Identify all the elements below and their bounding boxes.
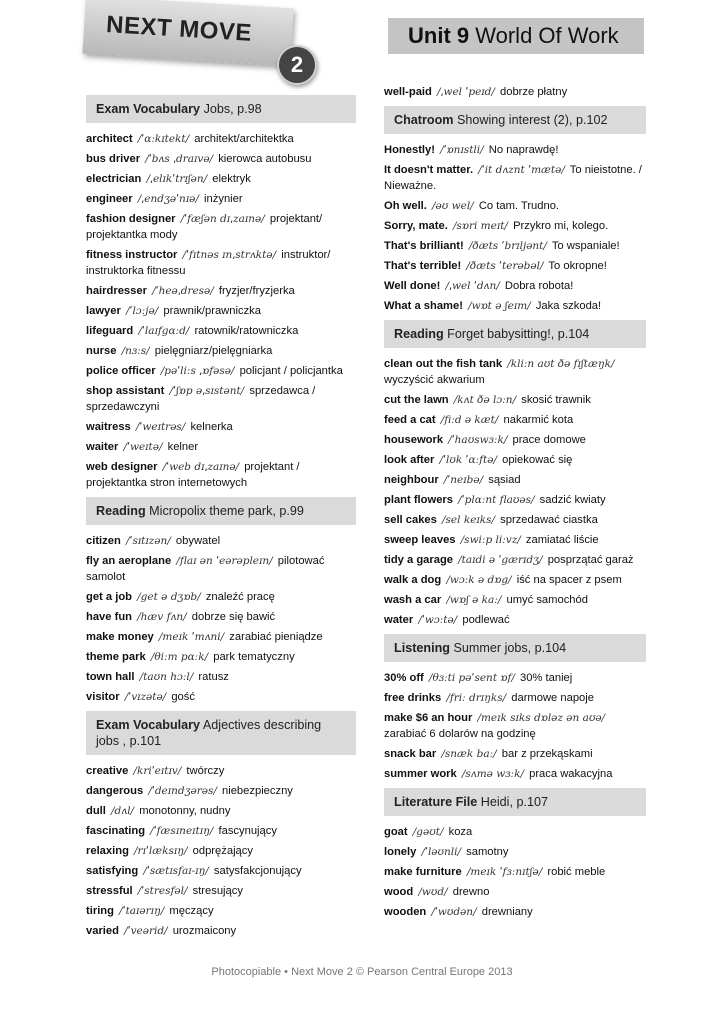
vocab-phonetic: /θɜːti pəˈsent ɒf/ — [428, 672, 515, 684]
section-header — [384, 320, 646, 348]
vocab-phonetic: /meɪk ˈmʌni/ — [158, 631, 225, 643]
section-header — [384, 788, 646, 816]
vocab-phonetic: /ˈwʊdən/ — [431, 906, 477, 918]
vocab-entry — [384, 690, 646, 706]
vocab-phonetic: /ˈʃɒp əˌsɪstənt/ — [169, 385, 245, 397]
vocab-word: make money — [86, 631, 154, 643]
vocab-translation: dobrze się bawić — [191, 611, 276, 623]
vocab-translation: Co tam. Trudno. — [478, 200, 560, 212]
vocab-translation: No naprawdę! — [488, 144, 559, 156]
vocab-word: tidy a garage — [384, 554, 454, 566]
vocab-entry — [86, 171, 356, 187]
vocab-entry — [86, 883, 356, 899]
section-title: Literature File — [394, 795, 478, 809]
vocab-entry — [86, 211, 356, 243]
vocab-word: look after — [384, 454, 435, 466]
vocab-translation: obywatel — [175, 535, 221, 547]
vocab-entry — [384, 218, 646, 234]
vocab-word: varied — [86, 925, 119, 937]
vocab-translation: odprężający — [192, 845, 253, 857]
vocab-entry — [384, 432, 646, 448]
vocab-entry — [86, 843, 356, 859]
vocab-word: citizen — [86, 535, 121, 547]
vocab-translation: znaleźć pracę — [205, 591, 275, 603]
vocab-translation: samotny — [466, 846, 509, 858]
left-column — [86, 89, 356, 943]
vocab-word: fascinating — [86, 825, 146, 837]
section-title: Reading — [96, 504, 146, 518]
vocab-phonetic: /ˈit dʌznt ˈmætə/ — [478, 164, 565, 176]
vocab-translation: sprzedawca / sprzedawczyni — [86, 385, 316, 413]
section-header — [384, 106, 646, 134]
vocab-translation: To okropne! — [548, 260, 607, 272]
vocab-entry — [86, 247, 356, 279]
vocab-entry — [86, 191, 356, 207]
vocab-word: plant flowers — [384, 494, 453, 506]
section-title: Exam Vocabulary — [96, 718, 201, 732]
vocab-entry — [86, 459, 356, 491]
vocab-phonetic: /θiːm pɑːk/ — [150, 651, 209, 663]
vocab-phonetic: /ˈɒnɪstli/ — [440, 144, 484, 156]
vocab-entry — [86, 923, 356, 939]
vocab-word: It doesn't matter. — [384, 164, 474, 176]
vocab-phonetic: /meɪk ˈfɜːnɪtʃə/ — [466, 866, 543, 878]
vocab-phonetic: /wɒt ə ʃeɪm/ — [468, 300, 531, 312]
vocab-entry — [86, 323, 356, 339]
vocab-word: That's brilliant! — [384, 240, 464, 252]
vocab-word: lonely — [384, 846, 417, 858]
vocab-word: cut the lawn — [384, 394, 449, 406]
vocab-phonetic: /wɒʃ ə kaː/ — [446, 594, 502, 606]
vocab-word: sell cakes — [384, 514, 437, 526]
vocab-entry — [86, 803, 356, 819]
vocab-phonetic: /ˈhaʊswɜːk/ — [448, 434, 508, 446]
vocab-phonetic: /ˈwɔːtə/ — [418, 614, 458, 626]
vocab-entry — [384, 452, 646, 468]
section-header — [86, 711, 356, 755]
vocab-entry — [384, 142, 646, 158]
vocab-phonetic: /ˈfæʃən dɪˌzaɪnə/ — [180, 213, 265, 225]
vocab-word: walk a dog — [384, 574, 442, 586]
vocab-translation: drewniany — [481, 906, 533, 918]
vocab-word: feed a cat — [384, 414, 436, 426]
vocab-phonetic: /ˈbʌs ˌdraɪvə/ — [145, 153, 214, 165]
section-subtitle: Showing interest (2), p.102 — [453, 113, 608, 127]
next-move-logo — [82, 0, 293, 66]
vocab-word: summer work — [384, 768, 457, 780]
level-badge: 2 — [277, 45, 317, 85]
vocab-phonetic: /ˈweb dɪˌzaɪnə/ — [162, 461, 240, 473]
vocab-phonetic: /pəˈliːs ˌɒfəsə/ — [160, 365, 235, 377]
vocab-phonetic: /hæv fʌn/ — [137, 611, 187, 623]
vocab-word: Oh well. — [384, 200, 427, 212]
section-header — [384, 634, 646, 662]
vocab-translation: gość — [171, 691, 195, 703]
vocab-entry — [384, 844, 646, 860]
vocab-phonetic: /kliːn aʊt ðə fɪʃtæŋk/ — [507, 358, 615, 370]
vocab-phonetic: /ˈplɑːnt flaʊəs/ — [458, 494, 535, 506]
vocab-entry — [86, 303, 356, 319]
vocab-entry — [86, 343, 356, 359]
vocab-entry — [86, 649, 356, 665]
vocab-phonetic: /meɪk sɪks dɒləz ən aʊə/ — [477, 712, 606, 724]
unit-title — [388, 18, 644, 54]
vocab-entry — [384, 278, 646, 294]
vocab-word: tiring — [86, 905, 114, 917]
vocab-word: shop assistant — [86, 385, 165, 397]
vocab-entry — [86, 131, 356, 147]
vocab-translation: twórczy — [186, 765, 225, 777]
vocab-translation: męczący — [169, 905, 214, 917]
vocab-entry — [384, 864, 646, 880]
vocab-translation: drewno — [452, 886, 490, 898]
vocab-entry — [384, 824, 646, 840]
vocab-translation: elektryk — [212, 173, 251, 185]
vocab-translation: zamiatać liście — [525, 534, 599, 546]
vocab-entry — [384, 258, 646, 274]
vocab-translation: policjant / policjantka — [239, 365, 343, 377]
vocab-translation: zarabiać 6 dolarów na godzinę — [384, 728, 536, 740]
section-header — [86, 497, 356, 525]
vocab-word: What a shame! — [384, 300, 463, 312]
vocab-entry — [384, 412, 646, 428]
vocab-phonetic: /friː drɪŋks/ — [446, 692, 507, 704]
vocab-translation: sąsiad — [488, 474, 521, 486]
vocab-word: dull — [86, 805, 106, 817]
vocab-phonetic: /kriˈeɪtɪv/ — [133, 765, 182, 777]
vocab-entry — [384, 710, 646, 742]
vocab-entry — [86, 533, 356, 549]
vocab-word: architect — [86, 133, 133, 145]
vocab-translation: monotonny, nudny — [139, 805, 231, 817]
vocab-translation: satysfakcjonujący — [213, 865, 302, 877]
logo-text: NEXT MOVE — [105, 11, 253, 47]
unit-number: Unit 9 — [408, 23, 470, 48]
vocab-entry — [384, 162, 646, 194]
vocab-word: fitness instructor — [86, 249, 178, 261]
vocab-word: creative — [86, 765, 129, 777]
vocab-phonetic: /kʌt ðə lɔːn/ — [453, 394, 517, 406]
vocab-word: hairdresser — [86, 285, 147, 297]
vocab-translation: fryzjer/fryzjerka — [218, 285, 295, 297]
vocab-translation: podlewać — [462, 614, 510, 626]
vocab-entry — [86, 903, 356, 919]
vocab-phonetic: /ˌelɪkˈtrɪʃən/ — [146, 173, 208, 185]
right-column — [384, 84, 646, 924]
vocab-translation: darmowe napoje — [511, 692, 594, 704]
vocab-phonetic: /ˈləʊnli/ — [421, 846, 462, 858]
vocab-word: wood — [384, 886, 414, 898]
vocab-entry — [86, 151, 356, 167]
vocab-word: make $6 an hour — [384, 712, 473, 724]
vocab-translation: Jaka szkoda! — [535, 300, 602, 312]
vocab-translation: koza — [448, 826, 473, 838]
vocab-translation: kierowca autobusu — [218, 153, 312, 165]
vocab-translation: opiekować się — [502, 454, 573, 466]
vocab-word: engineer — [86, 193, 133, 205]
vocab-translation: architekt/architektka — [194, 133, 294, 145]
vocab-translation: ratusz — [198, 671, 229, 683]
vocab-entry — [86, 763, 356, 779]
vocab-word: fashion designer — [86, 213, 176, 225]
vocab-word: waitress — [86, 421, 131, 433]
vocab-entry — [384, 904, 646, 920]
vocab-entry — [384, 512, 646, 528]
vocab-phonetic: /gəʊt/ — [412, 826, 444, 838]
vocab-phonetic: /əʊ wel/ — [432, 200, 474, 212]
vocab-phonetic: /sʌmə wɜːk/ — [461, 768, 524, 780]
vocab-entry — [384, 746, 646, 762]
vocab-phonetic: /ˈsætɪsfaɪ-ɪŋ/ — [143, 865, 209, 877]
vocab-word: lawyer — [86, 305, 121, 317]
vocab-entry — [86, 363, 356, 379]
vocab-entry — [86, 823, 356, 839]
vocab-phonetic: /wɔːk ə dɒg/ — [446, 574, 512, 586]
vocab-entry — [384, 670, 646, 686]
vocab-word: waiter — [86, 441, 119, 453]
vocab-phonetic: /taɪdi ə ˈgærɪdʒ/ — [458, 554, 543, 566]
vocab-translation: projektant / projektantka stron internetowych — [86, 461, 300, 489]
section-title: Chatroom — [394, 113, 454, 127]
vocab-entry — [86, 783, 356, 799]
vocab-entry — [86, 863, 356, 879]
vocab-entry — [86, 589, 356, 605]
vocab-entry — [384, 238, 646, 254]
vocab-word: housework — [384, 434, 444, 446]
vocab-word: 30% off — [384, 672, 424, 684]
vocab-entry — [86, 669, 356, 685]
vocab-word: police officer — [86, 365, 156, 377]
vocab-translation: robić meble — [547, 866, 606, 878]
vocab-translation: niebezpieczny — [222, 785, 293, 797]
vocab-translation: praca wakacyjna — [529, 768, 613, 780]
vocab-translation: umyć samochód — [506, 594, 588, 606]
vocab-phonetic: /ˈstresfəl/ — [137, 885, 188, 897]
vocab-translation: pilotować samolot — [86, 555, 325, 583]
vocab-phonetic: /fiːd ə kæt/ — [440, 414, 499, 426]
vocab-translation: instruktor/ instruktorka fitnessu — [86, 249, 331, 277]
vocab-translation: sprzedawać ciastka — [500, 514, 598, 526]
vocab-phonetic: /wʊd/ — [418, 886, 448, 898]
vocab-translation: skosić trawnik — [521, 394, 591, 406]
vocab-translation: fascynujący — [218, 825, 277, 837]
vocab-entry — [384, 572, 646, 588]
vocab-entry — [86, 283, 356, 299]
section-subtitle: Forget babysitting!, p.104 — [443, 327, 590, 341]
vocab-translation: kelner — [167, 441, 199, 453]
vocab-entry — [384, 198, 646, 214]
vocab-translation: inżynier — [204, 193, 243, 205]
vocab-word: well-paid — [384, 86, 432, 98]
vocab-word: nurse — [86, 345, 117, 357]
vocab-phonetic: /ˈdeɪndʒərəs/ — [148, 785, 217, 797]
vocab-entry — [384, 612, 646, 628]
vocab-phonetic: /ðæts ˈbrɪljənt/ — [468, 240, 547, 252]
section-subtitle: Heidi, p.107 — [477, 795, 548, 809]
section-subtitle: Summer jobs, p.104 — [449, 641, 567, 655]
vocab-translation: stresujący — [192, 885, 243, 897]
vocab-entry — [384, 84, 646, 100]
vocab-entry — [384, 766, 646, 782]
vocab-entry — [86, 383, 356, 415]
section-title: Exam Vocabulary — [96, 102, 201, 116]
vocab-translation: nakarmić kota — [503, 414, 574, 426]
vocab-entry — [384, 472, 646, 488]
vocab-word: get a job — [86, 591, 132, 603]
vocab-phonetic: /ˈtaɪərɪŋ/ — [119, 905, 165, 917]
vocab-word: stressful — [86, 885, 133, 897]
vocab-entry — [86, 419, 356, 435]
vocab-entry — [384, 356, 646, 388]
vocab-word: bus driver — [86, 153, 141, 165]
vocab-phonetic: /ˈsɪtɪzən/ — [125, 535, 171, 547]
vocab-word: neighbour — [384, 474, 439, 486]
section-subtitle: Micropolix theme park, p.99 — [145, 504, 304, 518]
vocab-word: clean out the fish tank — [384, 358, 503, 370]
vocab-translation: iść na spacer z psem — [516, 574, 622, 586]
vocab-translation: wyczyścić akwarium — [384, 374, 485, 386]
vocab-entry — [384, 492, 646, 508]
vocab-phonetic: /ˈlɔːjə/ — [125, 305, 159, 317]
vocab-phonetic: /get ə dʒɒb/ — [137, 591, 201, 603]
section-title: Listening — [394, 641, 450, 655]
vocab-phonetic: /ˈweɪtrəs/ — [135, 421, 186, 433]
vocab-phonetic: /sɒri meɪt/ — [452, 220, 508, 232]
vocab-translation: Przykro mi, kolego. — [513, 220, 609, 232]
section-title: Reading — [394, 327, 444, 341]
vocab-phonetic: /ˈfɪtnəs ɪnˌstrʌktə/ — [182, 249, 277, 261]
vocab-translation: ratownik/ratowniczka — [194, 325, 299, 337]
vocab-translation: pielęgniarz/pielęgniarka — [154, 345, 273, 357]
vocab-translation: dobrze płatny — [500, 86, 568, 98]
vocab-phonetic: /dʌl/ — [111, 805, 135, 817]
vocab-word: town hall — [86, 671, 135, 683]
section-subtitle: Adjectives describing jobs , p.101 — [96, 718, 322, 748]
vocab-word: fly an aeroplane — [86, 555, 172, 567]
vocab-word: visitor — [86, 691, 120, 703]
vocab-word: theme park — [86, 651, 146, 663]
vocab-phonetic: /ˌwel ˈdʌn/ — [445, 280, 500, 292]
vocab-phonetic: /ˈɑːkɪtekt/ — [137, 133, 190, 145]
vocab-word: relaxing — [86, 845, 129, 857]
vocab-translation: 30% taniej — [520, 672, 573, 684]
vocab-word: dangerous — [86, 785, 144, 797]
vocab-phonetic: /ˈweɪtə/ — [123, 441, 163, 453]
vocab-translation: projektant/ projektantka mody — [86, 213, 323, 241]
vocab-translation: Dobra robota! — [504, 280, 574, 292]
footer: Photocopiable • Next Move 2 © Pearson Central Europe 2013 — [211, 966, 513, 978]
section-header — [86, 95, 356, 123]
vocab-word: lifeguard — [86, 325, 134, 337]
vocab-phonetic: /ˈvɪzətə/ — [124, 691, 167, 703]
section-subtitle: Jobs, p.98 — [200, 102, 262, 116]
vocab-phonetic: /ˈheəˌdresə/ — [152, 285, 214, 297]
vocab-translation: zarabiać pieniądze — [229, 631, 323, 643]
vocab-translation: sadzić kwiaty — [539, 494, 606, 506]
vocab-translation: prace domowe — [512, 434, 586, 446]
vocab-phonetic: /swiːp liːvz/ — [460, 534, 521, 546]
vocab-phonetic: /sel keɪks/ — [442, 514, 496, 526]
vocab-word: water — [384, 614, 414, 626]
vocab-phonetic: /ˌwel ˈpeɪd/ — [436, 86, 495, 98]
vocab-word: sweep leaves — [384, 534, 456, 546]
vocab-word: web designer — [86, 461, 158, 473]
vocab-phonetic: /ˈneɪbə/ — [443, 474, 484, 486]
vocab-phonetic: /ðæts ˈterəbəl/ — [466, 260, 544, 272]
vocab-word: Honestly! — [384, 144, 435, 156]
vocab-word: Well done! — [384, 280, 441, 292]
vocab-word: wooden — [384, 906, 427, 918]
vocab-entry — [384, 592, 646, 608]
vocab-translation: bar z przekąskami — [501, 748, 593, 760]
vocab-phonetic: /ˈveərid/ — [124, 925, 168, 937]
vocab-translation: kelnerka — [190, 421, 233, 433]
vocab-phonetic: /ˈlʊk ˈɑːftə/ — [439, 454, 497, 466]
vocab-word: Sorry, mate. — [384, 220, 448, 232]
vocab-translation: prawnik/prawniczka — [163, 305, 261, 317]
unit-name: World Of Work — [475, 23, 619, 48]
vocab-translation: urozmaicony — [172, 925, 237, 937]
vocab-translation: posprzątać garaż — [547, 554, 634, 566]
vocab-entry — [384, 884, 646, 900]
vocab-phonetic: /flaɪ ən ˈeərəpleɪn/ — [176, 555, 273, 567]
vocab-word: snack bar — [384, 748, 437, 760]
vocab-entry — [86, 689, 356, 705]
vocab-word: have fun — [86, 611, 133, 623]
vocab-entry — [384, 392, 646, 408]
vocab-entry — [86, 439, 356, 455]
vocab-entry — [384, 298, 646, 314]
vocab-phonetic: /ˌendʒəˈnɪə/ — [137, 193, 199, 205]
vocab-word: make furniture — [384, 866, 462, 878]
vocab-word: electrician — [86, 173, 142, 185]
vocab-phonetic: /ˈfæsɪneɪtɪŋ/ — [150, 825, 214, 837]
vocab-word: free drinks — [384, 692, 442, 704]
vocab-translation: park tematyczny — [213, 651, 295, 663]
vocab-entry — [86, 553, 356, 585]
vocab-entry — [86, 629, 356, 645]
vocab-translation: To nieistotne. / Nieważne. — [384, 164, 642, 192]
vocab-phonetic: /rɪˈlæksɪŋ/ — [134, 845, 188, 857]
vocab-phonetic: /snæk baː/ — [441, 748, 497, 760]
vocab-entry — [384, 532, 646, 548]
vocab-word: goat — [384, 826, 408, 838]
vocab-translation: To wspaniale! — [551, 240, 620, 252]
vocab-word: satisfying — [86, 865, 139, 877]
vocab-entry — [384, 552, 646, 568]
vocab-phonetic: /nɜːs/ — [121, 345, 150, 357]
vocab-word: That's terrible! — [384, 260, 462, 272]
vocab-entry — [86, 609, 356, 625]
vocab-word: wash a car — [384, 594, 442, 606]
vocab-phonetic: /taʊn hɔːl/ — [139, 671, 194, 683]
vocab-phonetic: /ˈlaɪfgɑːd/ — [138, 325, 190, 337]
